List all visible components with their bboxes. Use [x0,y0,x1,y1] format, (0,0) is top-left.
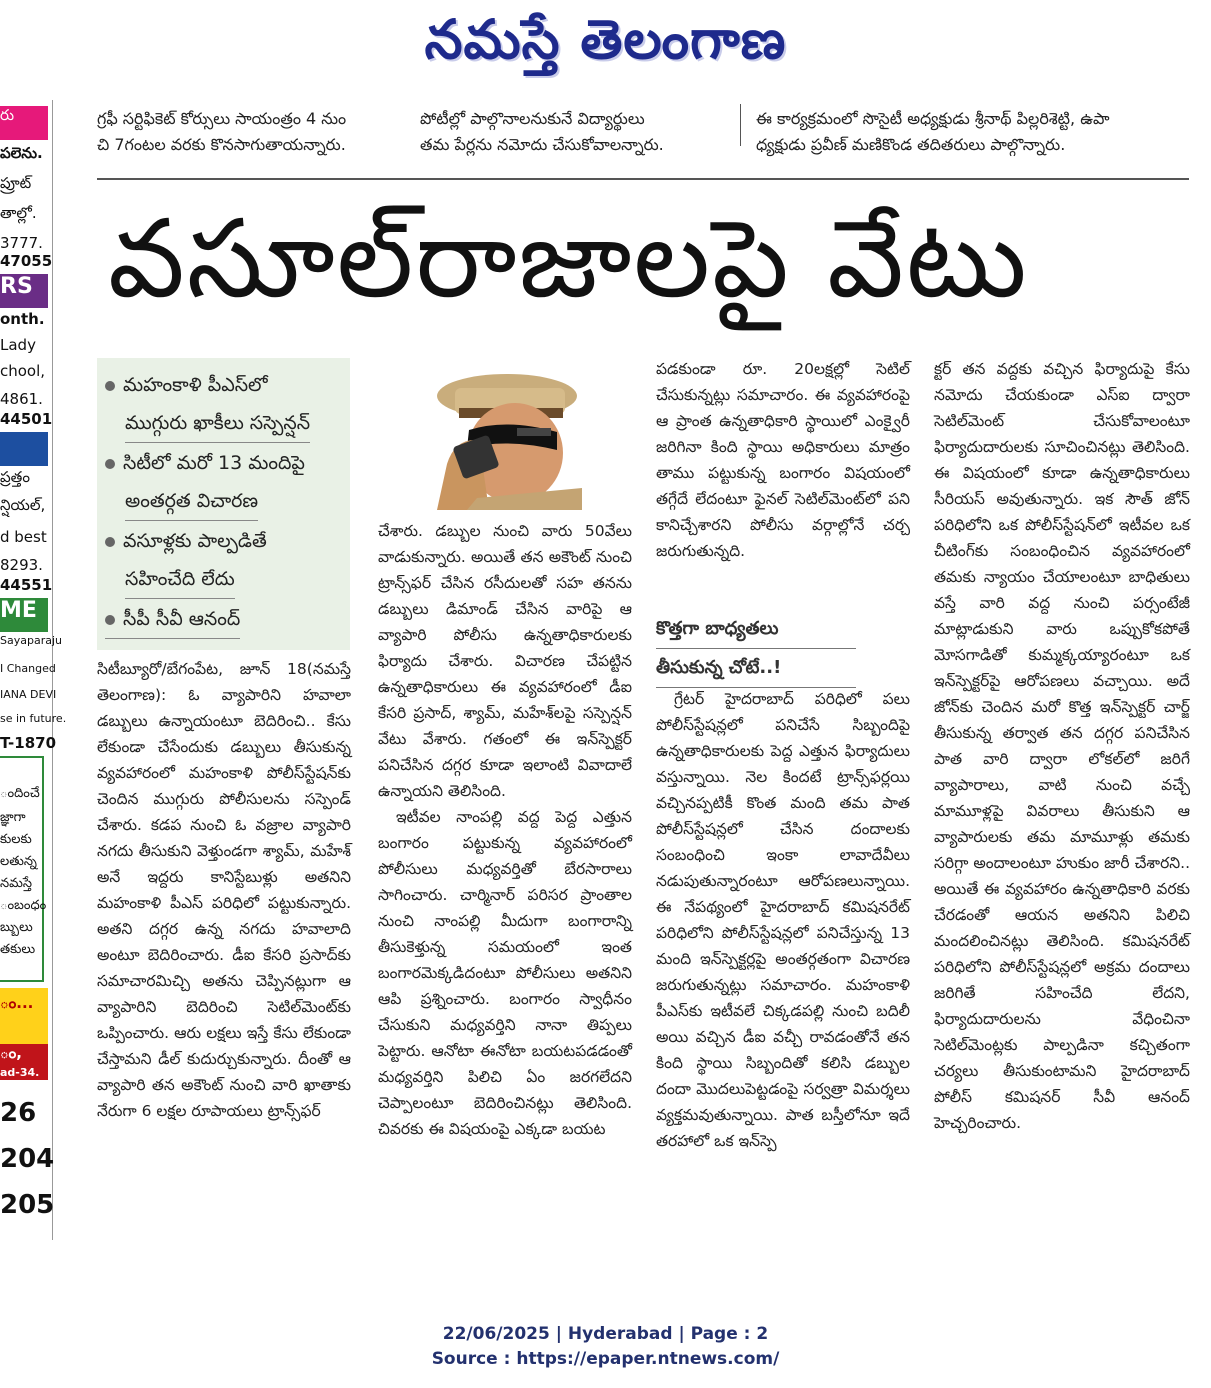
text-line: తమ పేర్లను నమోదు చేసుకోవాలన్నారు. [420,135,664,154]
ad-strip-line: ందించే [0,786,40,801]
text-line: చి 7గంటల వరకు కొనసాగుతాయన్నారు. [97,135,346,154]
ad-strip-line: 3777. [0,234,43,252]
ad-strip-line: ad-34. [0,1066,40,1079]
article-paragraph: క్టర్ తన వద్దకు వచ్చిన ఫిర్యాదుపై కేసు నమోదు చేయకుండా ఎస్‌ఐ ద్వారా సెటిల్‌మెంట్ చేసుకోవాలంటూ ఫిర్యాదుదారులకు సూచించినట్లు తెలిసింది. ఈ విషయంలో కూడా ఉన్నతాధికారులు సీరియస్ అవుతున్నారు. ఇక సౌత్ జోన్ పరిధిలోని ఒక పోలీస్‌స్టేషన్‌లో ఇటీవల ఒక చీటింగ్‌కు సంబంధించిన వ్యవహారంలో తమకు న్యాయం చేయాలంటూ బాధితులు వస్తే వారి వద్ద నుంచి పర్సంటేజీ మాట్లాడుకుని వారు ఒప్పుకోకపోతే మోసగాడితో కుమ్మక్కయ్యారంటూ ఒక ఇన్‌స్పెక్టర్‌పై ఆరోపణలు వచ్చాయి. అదే జోన్‌కు చెందిన మరో కొత్త ఇన్‌స్పెక్టర్ చార్జ్ తీసుకున్న తర్వాత తన దగ్గర పనిచేసిన పాత వారి ద్వారా లోకల్‌లో జరిగే వ్యాపారాలు, వాటి నుంచి వచ్చే మామూళ్లపై వివరాలు తీసుకుని ఆ వ్యాపారులకు తమ మామూళ్లు తమకు సరిగ్గా అందాలంటూ హుకుం జారీ చేశారని.. అయితే ఈ వ్యవహారం ఉన్నతాధికారి వరకు చేరడంతో ఆయన అతనిని పిలిచి మందలించినట్లు తెలిసింది. కమిషనరేట్ పరిధిలోని పోలీస్‌స్టేషన్లలో అక్రమ దందాలు జరిగితే సహించేది లేదని, ఫిర్యాదుదారులను వేధించినా సెటిల్‌మెంట్లకు పాల్పడినా కచ్చితంగా చర్యలు తీసుకుంటామని హైదరాబాద్ పోలీస్ కమిషనర్ సీవీ ఆనంద్ హెచ్చరించారు. [934,360,1190,1132]
text-line: ధ్యక్షుడు ప్రవీణ్ మణికొండ తదితరులు పాల్గొన్నారు. [756,135,1066,154]
prev-article-col-2 [420,106,720,158]
ad-strip-line: 47055 [0,252,53,270]
footer-source-link[interactable]: Source : https://epaper.ntnews.com/ [431,1349,780,1369]
highlight-item [105,444,305,482]
masthead [0,0,1211,80]
text-line: గ్రఫీ సర్టిఫికెట్ కోర్సులు సాయంత్రం 4 నుం [97,109,347,128]
highlight-line: మహంకాళి పీఎస్‌లో [123,374,268,396]
ad-strip-line: న్షియల్, [0,496,46,514]
text-line: ఈ కార్యక్రమంలో సొసైటీ అధ్యక్షుడు శ్రీనాథ్ పిల్లరిశెట్టి, ఉపా [756,109,1110,128]
ad-strip-line: ప్రూట్ [0,174,32,192]
ad-strip-line: ం, [0,1044,22,1062]
prev-article-col-3 [756,106,1190,158]
highlight-line: వసూళ్లకు పాల్పడితే [123,530,267,552]
newspaper-logo: నమస్తే తెలంగాణ [424,8,787,71]
ad-strip-line: ం... [0,994,34,1012]
ad-number: 204 [0,1144,55,1174]
ad-strip-line: ంబంధం [0,898,47,913]
article-paragraph: చేశారు. డబ్బుల నుంచి వారు 50వేలు వాడుకున్నారు. అయితే తన అకౌంట్ నుంచి ట్రాన్స్‌ఫర్ చేసిన రసీదులతో సహ తనను డబ్బులు డిమాండ్ చేసిన వారిపై ఆ వ్యాపారి పోలీసు ఉన్నతాధికారులకు ఫిర్యాదు చేశారు. విచారణ చేపట్టిన ఉన్నతాధికారులు ఈ వ్యవహారంలో డీఐ కేసరి ప్రసాద్, శ్యామ్, మహేశ్‌లపై సస్పెన్షన్ వేటు వేశారు. గతంలో ఈ ఇన్‌స్పెక్టర్ పనిచేసిన దగ్గర కూడా ఇలాంటి వివాదాలే ఉన్నాయని తెలిసింది. [378,522,632,800]
highlight-item [105,366,268,404]
subheading-line: కొత్తగా బాధ్యతలు [656,610,856,649]
ad-strip-line: Lady [0,336,36,354]
article-column-4 [934,356,1190,1246]
ad-strip-line: తకులు [0,942,36,957]
article-column-3-continued [656,686,910,1246]
ad-yellow-block [0,988,48,1044]
ad-strip-line: se in future. [0,712,67,725]
ad-strip-line: ME [0,598,48,632]
highlight-line: అంతర్గత విచారణ [125,482,258,521]
article-headline: వసూల్‌రాజాలపై వేటు [108,197,1029,322]
ad-strip-line: నమస్తే [0,876,33,891]
ad-strip-line: onth. [0,310,45,328]
ad-strip-line: తాల్లో. [0,204,37,222]
ad-strip-line: కులకు [0,832,32,847]
ad-strip-line: జ్ఞాగా [0,810,26,825]
ad-strip-line: ప్రత్తం [0,468,30,486]
highlight-item [105,600,240,639]
ad-strip-line: RS [0,274,48,308]
bullet-icon [105,537,115,547]
article-paragraph: గ్రేటర్ హైదరాబాద్ పరిధిలో పలు పోలీస్‌స్టేషన్లలో పనిచేసే సిబ్బందిపై ఉన్నతాధికారులకు పెద్ద ఎత్తున ఫిర్యాదులు వస్తున్నాయి. నెల కిందటే ట్రాన్స్‌ఫర్లయి వచ్చినప్పటికీ కొంత మంది తమ పాత పోలీస్‌స్టేషన్లలో చేసిన దందాలకు సంబంధించి ఇంకా లావాదేవీలు నడుపుతున్నారంటూ ఆరోపణలున్నాయి. ఈ నేపథ్యంలో హైదరాబాద్ కమిషనరేట్ పరిధిలోని పోలీస్‌స్టేషన్లలో పనిచేస్తున్న 13 మంది ఇన్‌స్పెక్టర్లపై అంతర్గతంగా విచారణ జరుగుతున్నట్లు సమాచారం. మహంకాళి పీఎస్‌కు ఇటీవలే చిక్కడపల్లి నుంచి బదిలీ అయి వచ్చిన డీఐ వచ్చీ రావడంతోనే తన కింది స్థాయి సిబ్బందితో కలిసి డబ్బుల దందా మొదలుపెట్టడంపై సర్వత్రా విమర్శలు వ్యక్తమవుతున్నాయి. పాత బస్తీలోనూ ఇదే తరహాలో ఒక ఇన్‌స్పె [656,690,910,1150]
prev-article-col-1 [97,106,397,158]
ad-strip-line: chool, [0,362,46,380]
bullet-icon [105,381,115,391]
police-officer-on-phone-icon [407,368,582,510]
left-ad-strip [0,100,67,1240]
ad-strip-line: లతున్న [0,854,37,869]
ad-strip-line: T-1870 [0,734,57,752]
ad-strip-line: d best [0,528,47,546]
ad-strip-block [0,432,48,466]
highlight-line: సీపీ సీవీ ఆనంద్ [123,608,241,630]
ad-strip-line: రు [0,106,48,140]
bullet-icon [105,459,115,469]
text-line: పోటీల్లో పాల్గొనాలనుకునే విద్యార్థులు [420,109,645,128]
article-paragraph: ఇటీవల నాంపల్లి వద్ద పెద్ద ఎత్తున బంగారం పట్టుకున్న వ్యవహారంలో పోలీసులు మధ్యవర్తితో బేరసారాలు సాగించారు. చార్మినార్ పరిసర ప్రాంతాల నుంచి నాంపల్లి మీదుగా బంగారాన్ని తీసుకెళ్తున్న సమయంలో ఇంత బంగారమెక్కడిదంటూ పోలీసులు అతనిని ఆపి ప్రశ్నించారు. బంగారం స్వాధీనం చేసుకుని మధ్యవర్తిని నానా తిప్పలు పెట్టారు. ఆనోటా ఈనోటా బయటపడడంతో మధ్యవర్తిని పిలిచి ఏం జరగలేదని చెప్పాలంటూ బెదిరించినట్లు తెలిసింది. చివరకు ఈ విషయంపై ఎక్కడా బయట [378,808,632,1138]
page-footer [0,1322,1211,1372]
highlight-line: ముగ్గురు ఖాకీలు సస్పెన్షన్ [125,404,310,443]
ad-strip-line: 44551 [0,576,53,594]
article-paragraph: సిటీబ్యూరో/బేగంపేట, జూన్ 18(నమస్తే తెలంగాణ): ఓ వ్యాపారిని హవాలా డబ్బులు ఉన్నాయంటూ బెదిరించి.. కేసు లేకుండా చేసేందుకు డబ్బులు తీసుకున్న వ్యవహారంలో మహంకాళి పోలీస్‌స్టేషన్‌కు చెందిన ముగ్గురు పోలీసులను సస్పెండ్ చేశారు. కడప నుంచి ఓ వజ్రాల వ్యాపారి నగదు తీసుకుని వెళ్తుండగా శ్యామ్, మహేశ్ అనే ఇద్దరు కానిస్టేబుళ్లు అతనిని మహంకాళి పీఎస్ పరిధిలో పట్టుకున్నారు. అతని దగ్గర ఉన్న నగదు హవాలాది అంటూ బెదిరించారు. డీఐ కేసరి ప్రసాద్‌కు సమాచారమిచ్చి అతను చెప్పినట్లుగా ఆ వ్యాపారిని బెదిరించి సెటిల్‌మెంట్‌కు ఒప్పించారు. ఆరు లక్షలు ఇస్తే కేసు లేకుండా చేస్తామని డీల్ కుదుర్చుకున్నారు. దీంతో ఆ వ్యాపారి తన అకౌంట్ నుంచి వారి ఖాతాకు నేరుగా 6 లక్షల రూపాయలు ట్రాన్స్‌ఫర్ [97,660,351,1120]
ad-strip-line: IANA DEVI [0,688,57,701]
ad-number: 26 [0,1098,37,1128]
ad-strip-line: Sayaparaju [0,634,62,647]
article-subheading [656,610,856,688]
subheading-line: తీసుకున్న చోటే..! [656,649,856,688]
article-column-1 [97,656,351,1246]
ad-strip-line: I Changed [0,662,56,675]
article-column-2 [378,518,632,1248]
column-divider [740,104,741,146]
ad-number: 205 [0,1190,55,1220]
highlight-item [105,522,267,560]
ad-strip-line: 4861. [0,390,43,408]
ad-strip-line: 8293. [0,556,43,574]
highlight-line: సిటీలో మరో 13 మందిపై [123,452,305,474]
article-paragraph: పడకుండా రూ. 20లక్షల్లో సెటిల్ చేసుకున్నట్లు సమాచారం. ఈ వ్యవహారంపై ఆ ప్రాంత ఉన్నతాధికారి స్థాయిలో ఎంక్వైరీ జరిగినా కింది స్థాయి అధికారులు మాత్రం తాము పట్టుకున్న బంగారం విషయంలో తగ్గేదే లేదంటూ ఫైనల్ సెటిల్‌మెంట్‌లో పని కానిచ్చేశారని పోలీసు వర్గాల్లోనే చర్చ జరుగుతున్నది. [656,360,910,560]
highlights-box [97,358,350,650]
ad-strip-line: బ్బులు [0,920,33,935]
bullet-icon [105,615,115,625]
ad-red-block [0,1044,48,1080]
highlight-line: సహించేది లేదు [125,560,235,599]
ad-strip-line: పలెను. [0,144,43,162]
article-column-3 [656,356,910,606]
police-officer-photo [407,368,582,510]
section-rule [97,178,1189,180]
ad-strip-line: 44501 [0,410,53,428]
footer-date-page: 22/06/2025 | Hyderabad | Page : 2 [442,1324,769,1344]
